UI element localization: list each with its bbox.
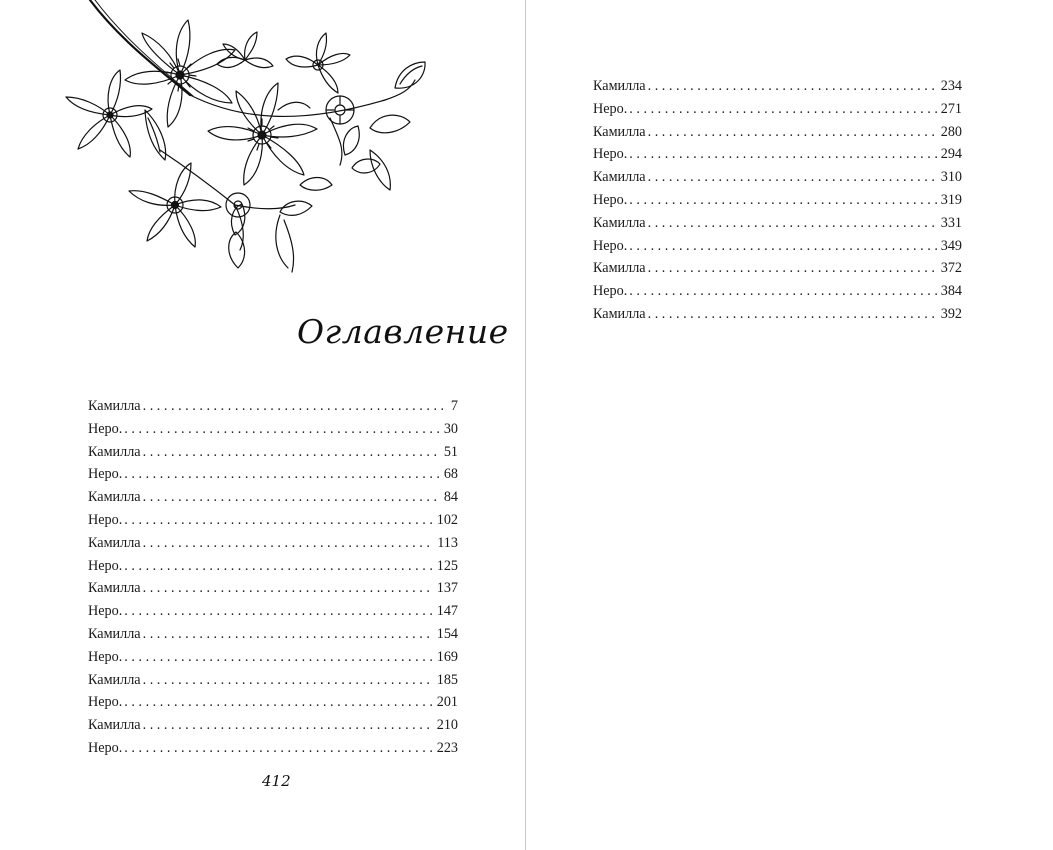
toc-page-number: 125 xyxy=(436,557,458,574)
page-title: Оглавление xyxy=(297,312,509,351)
toc-page-number: 210 xyxy=(436,717,458,734)
toc-leader xyxy=(143,623,434,646)
toc-leader xyxy=(143,532,435,555)
toc-page-number: 384 xyxy=(940,283,962,300)
toc-chapter: Камилла xyxy=(88,489,141,506)
toc-leader xyxy=(124,418,441,441)
toc-entry[interactable] xyxy=(593,121,962,144)
toc-leader xyxy=(124,646,433,669)
toc-entry[interactable] xyxy=(88,669,458,692)
toc-chapter: Камилла xyxy=(593,305,646,322)
toc-entry[interactable] xyxy=(593,166,962,189)
toc-chapter: Неро. xyxy=(593,283,628,300)
toc-chapter: Камилла xyxy=(593,123,646,140)
toc-leader xyxy=(124,463,441,486)
toc-leader xyxy=(648,257,938,280)
toc-entry[interactable] xyxy=(593,143,962,166)
toc-entry[interactable] xyxy=(593,235,962,258)
toc-page-number: 319 xyxy=(940,191,962,208)
toc-leader xyxy=(629,280,937,303)
toc-page-number: 185 xyxy=(436,671,458,688)
toc-page-number: 349 xyxy=(940,237,962,254)
toc-page-number: 223 xyxy=(436,739,458,756)
toc-page-number: 113 xyxy=(437,534,458,551)
toc-leader xyxy=(648,121,938,144)
toc-chapter: Неро. xyxy=(88,511,123,528)
toc-page-number: 201 xyxy=(436,694,458,711)
toc-chapter: Камилла xyxy=(593,214,646,231)
clematis-flowers-icon xyxy=(40,0,460,285)
toc-page-number: 102 xyxy=(436,511,458,528)
toc-entry[interactable] xyxy=(593,75,962,98)
toc-chapter: Неро. xyxy=(88,739,123,756)
toc-page-number: 51 xyxy=(443,443,458,460)
toc-chapter: Неро. xyxy=(88,603,123,620)
toc-leader xyxy=(143,395,448,418)
toc-entry[interactable] xyxy=(88,646,458,669)
toc-entry[interactable] xyxy=(88,623,458,646)
toc-page-number: 234 xyxy=(940,78,962,94)
toc-page-number: 392 xyxy=(940,305,962,322)
toc-entry[interactable] xyxy=(88,555,458,578)
toc-entry[interactable] xyxy=(593,98,962,121)
toc-leader xyxy=(629,143,937,166)
toc-page-number: 84 xyxy=(443,489,458,506)
toc-chapter: Камилла xyxy=(593,78,646,94)
toc-leader xyxy=(124,600,433,623)
toc-leader xyxy=(648,75,938,98)
toc-leader xyxy=(648,303,938,326)
toc-chapter: Камилла xyxy=(88,717,141,734)
toc-chapter: Неро. xyxy=(593,100,628,117)
toc-list-left xyxy=(88,395,458,760)
toc-entry[interactable] xyxy=(593,189,962,212)
book-spine-divider xyxy=(525,0,526,850)
toc-page-number: 147 xyxy=(436,603,458,620)
toc-leader xyxy=(648,212,938,235)
toc-chapter: Неро. xyxy=(88,557,123,574)
toc-leader xyxy=(629,98,937,121)
toc-entry[interactable] xyxy=(593,257,962,280)
toc-leader xyxy=(124,691,433,714)
toc-leader xyxy=(629,235,937,258)
left-page xyxy=(0,0,526,850)
toc-page-number: 7 xyxy=(450,398,458,414)
toc-leader xyxy=(124,555,433,578)
toc-entry[interactable] xyxy=(88,509,458,532)
toc-entry[interactable] xyxy=(88,486,458,509)
toc-chapter: Неро. xyxy=(88,648,123,665)
toc-leader xyxy=(648,166,938,189)
toc-chapter: Камилла xyxy=(88,534,141,551)
toc-chapter: Камилла xyxy=(593,169,646,186)
toc-chapter: Неро. xyxy=(593,191,628,208)
toc-entry[interactable] xyxy=(593,303,962,326)
toc-leader xyxy=(143,669,434,692)
toc-chapter: Неро. xyxy=(88,420,123,437)
toc-chapter: Камилла xyxy=(88,625,141,642)
toc-entry[interactable] xyxy=(88,395,458,418)
toc-page-number: 310 xyxy=(940,169,962,186)
toc-page-number: 169 xyxy=(436,648,458,665)
toc-page-number: 280 xyxy=(940,123,962,140)
toc-entry[interactable] xyxy=(88,577,458,600)
toc-entry[interactable] xyxy=(88,714,458,737)
toc-leader xyxy=(124,509,433,532)
toc-entry[interactable] xyxy=(88,418,458,441)
toc-leader xyxy=(143,486,441,509)
toc-page-number: 30 xyxy=(443,420,458,437)
toc-chapter: Камилла xyxy=(593,260,646,277)
toc-chapter: Камилла xyxy=(88,398,141,414)
toc-leader xyxy=(124,737,433,760)
toc-chapter: Камилла xyxy=(88,671,141,688)
toc-leader xyxy=(143,441,441,464)
toc-page-number: 294 xyxy=(940,146,962,163)
toc-entry[interactable] xyxy=(88,691,458,714)
toc-page-number: 372 xyxy=(940,260,962,277)
toc-chapter: Камилла xyxy=(88,580,141,597)
toc-page-number: 154 xyxy=(436,625,458,642)
toc-leader xyxy=(629,189,937,212)
page-number: 412 xyxy=(262,772,291,790)
toc-page-number: 331 xyxy=(940,214,962,231)
toc-leader xyxy=(143,577,434,600)
toc-entry[interactable] xyxy=(88,737,458,760)
toc-entry[interactable] xyxy=(88,532,458,555)
toc-entry[interactable] xyxy=(593,212,962,235)
toc-page-number: 271 xyxy=(940,100,962,117)
toc-chapter: Камилла xyxy=(88,443,141,460)
toc-list-right xyxy=(593,75,962,326)
toc-chapter: Неро. xyxy=(593,146,628,163)
toc-entry[interactable] xyxy=(593,280,962,303)
toc-page-number: 68 xyxy=(443,466,458,483)
toc-chapter: Неро. xyxy=(593,237,628,254)
toc-leader xyxy=(143,714,434,737)
toc-entry[interactable] xyxy=(88,463,458,486)
toc-entry[interactable] xyxy=(88,441,458,464)
toc-page-number: 137 xyxy=(436,580,458,597)
toc-chapter: Неро. xyxy=(88,466,123,483)
toc-entry[interactable] xyxy=(88,600,458,623)
toc-chapter: Неро. xyxy=(88,694,123,711)
